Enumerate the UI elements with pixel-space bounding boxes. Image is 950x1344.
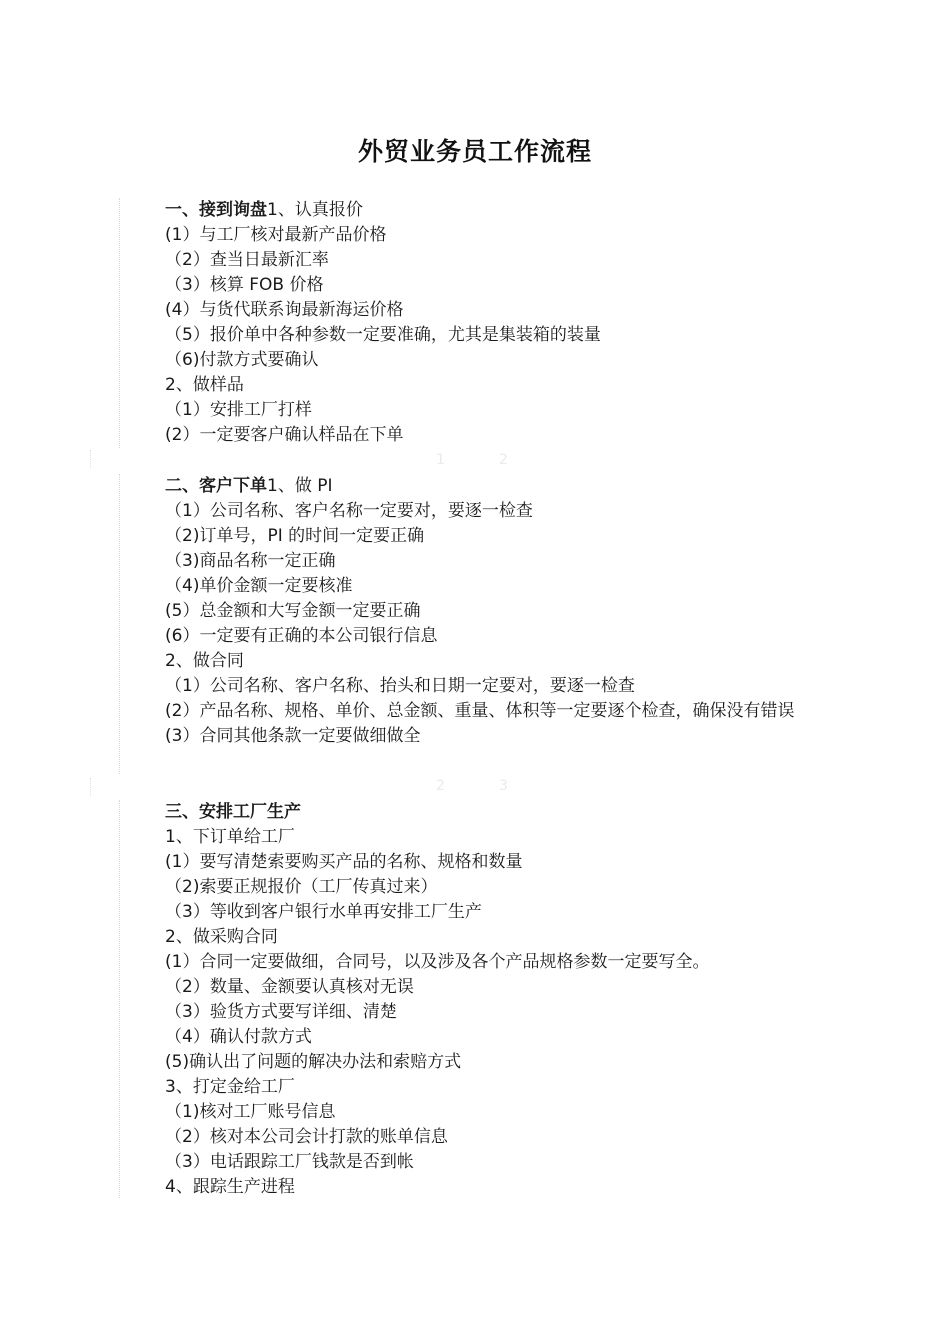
list-item: (1）与工厂核对最新产品价格: [165, 225, 387, 245]
list-item: (5）总金额和大写金额一定要正确: [165, 601, 421, 621]
section-heading: 三、安排工厂生产: [165, 802, 301, 822]
list-item: 2、做样品: [165, 375, 244, 395]
list-item: 1、下订单给工厂: [165, 827, 295, 847]
page-title: 外贸业务员工作流程: [357, 137, 592, 166]
list-item: 2、做合同: [165, 651, 244, 671]
list-item: （6)付款方式要确认: [165, 350, 319, 370]
list-item: （4)单价金额一定要核准: [165, 576, 353, 596]
list-item: （2)订单号，PI 的时间一定要正确: [165, 526, 425, 546]
margin-rail: [119, 198, 120, 448]
section-heading: [165, 198, 825, 223]
section-customer-order: [165, 474, 825, 749]
section-heading: [165, 474, 825, 499]
section-heading-title: 二、客户下单: [165, 476, 267, 496]
list-item: （1）公司名称、客户名称一定要对，要逐一检查: [165, 501, 533, 521]
list-item: （2)索要正规报价（工厂传真过来）: [165, 877, 438, 897]
list-item: （2）核对本公司会计打款的账单信息: [165, 1127, 448, 1147]
list-item: （3）核算 FOB 价格: [165, 275, 324, 295]
list-item: （1)核对工厂账号信息: [165, 1102, 336, 1122]
section-heading-rest: 1、认真报价: [267, 200, 363, 220]
list-item: (1）合同一定要做细，合同号，以及涉及各个产品规格参数一定要写全。: [165, 952, 710, 972]
list-item: （1）安排工厂打样: [165, 400, 312, 420]
list-item: (2）产品名称、规格、单价、总金额、重量、体积等一定要逐个检查，确保没有错误: [165, 701, 795, 721]
list-item: (2）一定要客户确认样品在下单: [165, 425, 404, 445]
page-number-marker: 1: [436, 452, 445, 468]
list-item: （1）公司名称、客户名称、抬头和日期一定要对，要逐一检查: [165, 676, 635, 696]
list-item: （4）确认付款方式: [165, 1027, 312, 1047]
list-item: (1）要写清楚索要购买产品的名称、规格和数量: [165, 852, 523, 872]
section-inquiry: [165, 198, 825, 448]
list-item: 2、做采购合同: [165, 927, 278, 947]
list-item: (5)确认出了问题的解决办法和索赔方式: [165, 1052, 462, 1072]
page-separator: [90, 450, 131, 468]
list-item: （3)商品名称一定正确: [165, 551, 336, 571]
page-separator: [90, 778, 131, 796]
list-item: 3、打定金给工厂: [165, 1077, 295, 1097]
list-item: (3）合同其他条款一定要做细做全: [165, 726, 421, 746]
section-heading-title: 一、接到询盘: [165, 200, 267, 220]
section-factory-production: [165, 800, 825, 1200]
page-number-marker: 3: [499, 778, 508, 794]
list-item: （3）等收到客户银行水单再安排工厂生产: [165, 902, 482, 922]
margin-rail: [119, 800, 120, 1198]
list-item: (4）与货代联系询最新海运价格: [165, 300, 404, 320]
list-item: （2）数量、金额要认真核对无误: [165, 977, 414, 997]
list-item: （3）验货方式要写详细、清楚: [165, 1002, 397, 1022]
page-number-marker: 2: [499, 452, 508, 468]
list-item: （2）查当日最新汇率: [165, 250, 329, 270]
list-item: （3）电话跟踪工厂钱款是否到帐: [165, 1152, 414, 1172]
list-item: （5）报价单中各种参数一定要准确，尤其是集装箱的装量: [165, 325, 601, 345]
page-number-marker: 2: [436, 778, 445, 794]
list-item: (6）一定要有正确的本公司银行信息: [165, 626, 438, 646]
list-item: 4、跟踪生产进程: [165, 1177, 295, 1197]
margin-rail: [119, 474, 120, 774]
section-heading-rest: 1、做 PI: [267, 476, 333, 496]
